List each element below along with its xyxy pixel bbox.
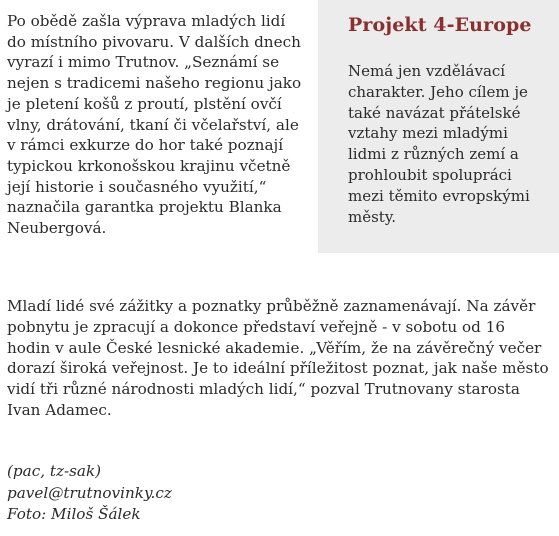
article-credits bbox=[7, 461, 172, 526]
photo-credit: Foto: Miloš Šálek bbox=[7, 505, 141, 523]
project-info-title: Projekt 4-Europe bbox=[348, 14, 532, 36]
project-info-box bbox=[318, 0, 559, 253]
author-credit: (pac, tz-sak) bbox=[7, 462, 102, 480]
article-left-column-text: Po obědě zašla výprava mladých lidí do místního pivovaru. V dalších dnech vyrazí i mimo Trutnov. „Seznámí se nejen s tradicemi našeho regionu jako je pletení košů z proutí, plstění ovčí vlny, drátování, tkaní či včelařství, ale v rámci exkurze do hor také poznají typickou krkonošskou krajinu včetně její historie i současného využití,“ naznačila garantka projektu Blanka Neubergová. bbox=[7, 12, 302, 238]
project-info-text: Nemá jen vzdělávací charakter. Jeho cílem je také navázat přátelské vztahy mezi mladými lidmi z různých zemí a prohloubit spolupráci mezi těmito evropskými městy. bbox=[348, 62, 530, 226]
article-paragraph: Mladí lidé své zážitky a poznatky průběžně zaznamenávají. Na závěr pobnytu je zpracují a dokonce představí veřejně - v sobotu od 16 hodin v aule České lesnické akademie. „Věřím, že na závěrečný večer dorazí široká veřejnost. Je to ideální příležitost poznat, jak naše město vidí tři různé národnosti mladých lidí,“ pozval Trutnovany starosta Ivan Adamec. bbox=[7, 297, 549, 419]
author-email: pavel@trutnovinky.cz bbox=[7, 483, 172, 502]
